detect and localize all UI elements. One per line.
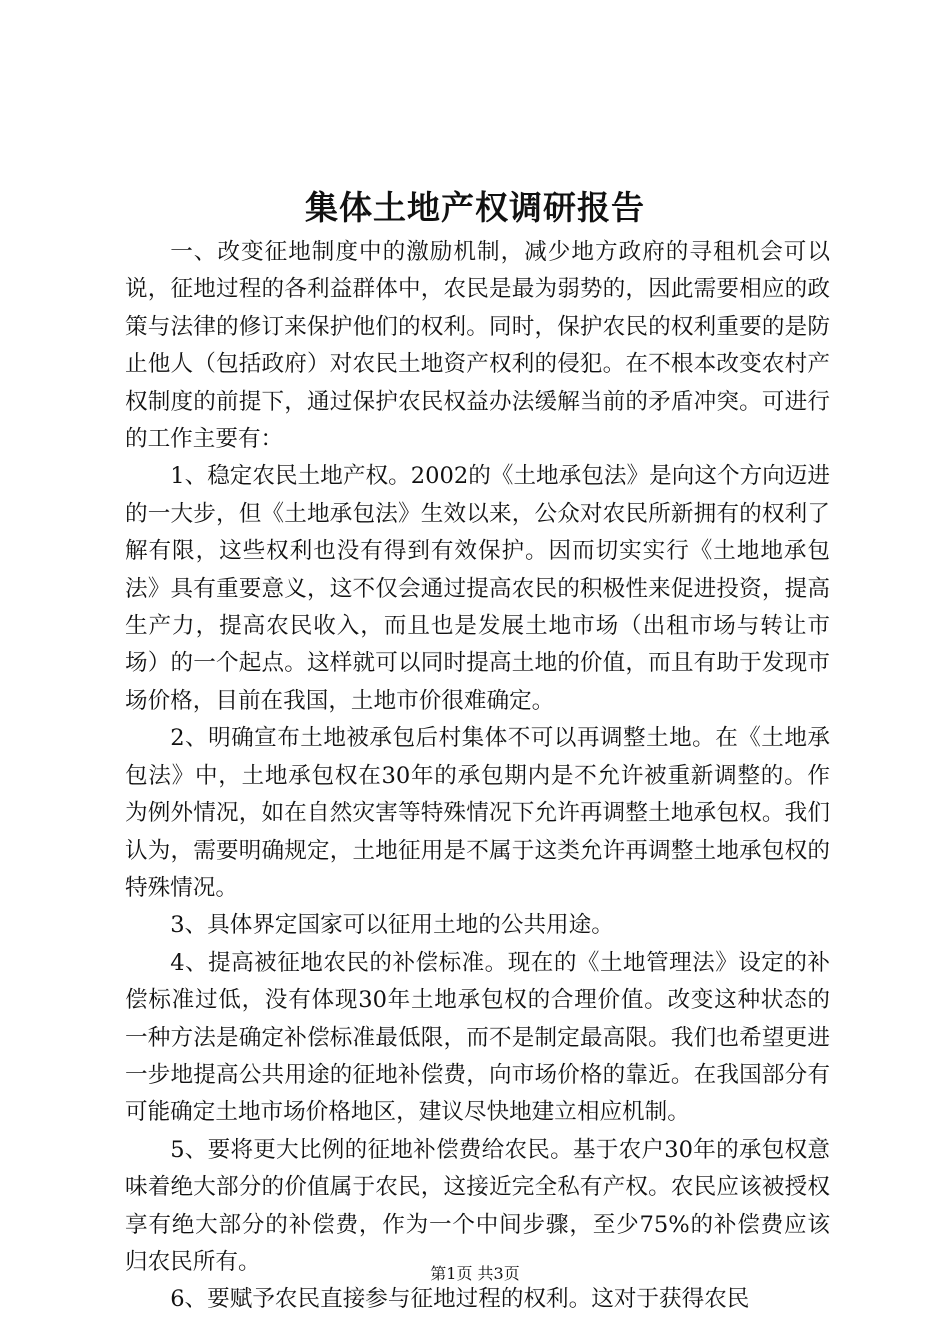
paragraph: 1、稳定农民土地产权。2002的《土地承包法》是向这个方向迈进的一大步，但《土地承包法》生效以来，公众对农民所新拥有的权利了解有限，这些权利也没有得到有效保护。因而切实实行《土地地承包法》具有重要意义，这不仅会通过提高农民的积极性来促进投资，提高生产力，提高农民收入，而且也是发展土地市场（出租市场与转让市场）的一个起点。这样就可以同时提高土地的价值，而且有助于发现市场价格，目前在我国，土地市价很难确定。 — [125, 463, 830, 714]
paragraph: 5、要将更大比例的征地补偿费给农民。基于农户30年的承包权意味着绝大部分的价值属于农民，这接近完全私有产权。农民应该被授权享有绝大部分的补偿费，作为一个中间步骤，至少75%的补偿费应该归农民所有。 — [125, 1136, 830, 1275]
paragraph: 4、提高被征地农民的补偿标准。现在的《土地管理法》设定的补偿标准过低，没有体现30年土地承包权的合理价值。改变这种状态的一种方法是确定补偿标准最低限，而不是制定最高限。我们也希望更进一步地提高公共用途的征地补偿费，向市场价格的靠近。在我国部分有可能确定土地市场价格地区，建议尽快地建立相应机制。 — [125, 949, 830, 1126]
paragraph: 6、要赋予农民直接参与征地过程的权利。这对于获得农民 — [170, 1286, 750, 1313]
document-body — [125, 234, 830, 1319]
paragraph: 2、明确宣布土地被承包后村集体不可以再调整土地。在《土地承包法》中，土地承包权在30年的承包期内是不允许被重新调整的。作为例外情况，如在自然灾害等特殊情况下允许再调整土地承包权。我们认为，需要明确规定，土地征用是不属于这类允许再调整土地承包权的特殊情况。 — [125, 725, 830, 901]
paragraph: 3、具体界定国家可以征用土地的公共用途。 — [170, 912, 614, 939]
paragraph: 一、改变征地制度中的激励机制，减少地方政府的寻租机会可以说，征地过程的各利益群体中，农民是最为弱势的，因此需要相应的政策与法律的修订来保护他们的权利。同时，保护农民的权利重要的是防止他人（包括政府）对农民土地资产权利的侵犯。在不根本改变农村产权制度的前提下，通过保护农民权益办法缓解当前的矛盾冲突。可进行的工作主要有： — [125, 239, 830, 453]
document-title: 集体土地产权调研报告 — [305, 188, 645, 227]
page-number-footer: 第1页 共3页 — [430, 1264, 520, 1283]
